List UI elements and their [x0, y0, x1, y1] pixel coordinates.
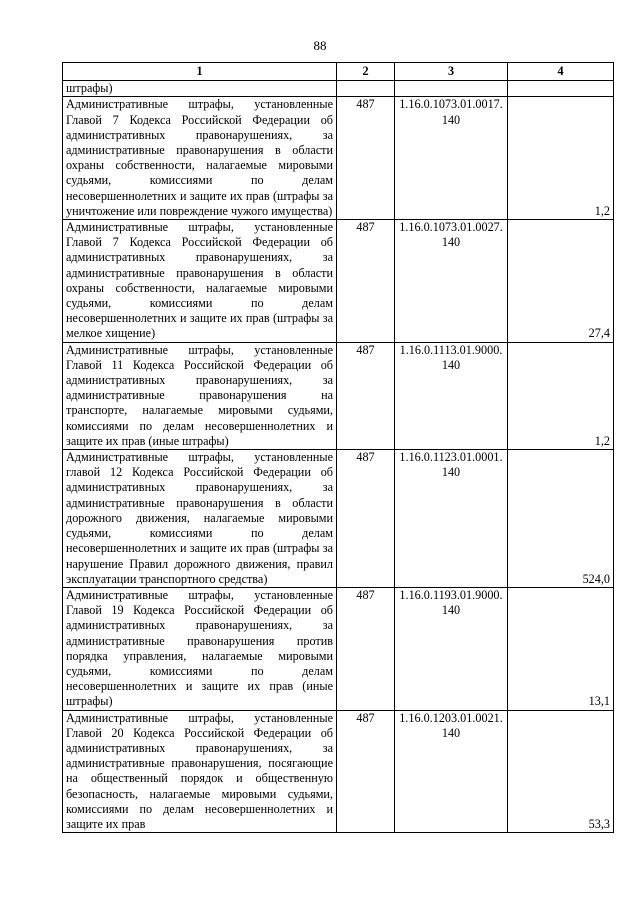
row-kbk: 1.16.0.1193.01.9000. 140 — [395, 587, 508, 710]
row-amount: 53,3 — [508, 710, 614, 833]
row-amount: 1,2 — [508, 342, 614, 449]
column-header: 2 — [337, 63, 395, 81]
budget-table — [62, 62, 614, 833]
row-admin-code: 487 — [337, 97, 395, 220]
row-admin-code: 487 — [337, 587, 395, 710]
table-row — [63, 450, 614, 588]
row-kbk: 1.16.0.1113.01.9000. 140 — [395, 342, 508, 449]
row-amount: 27,4 — [508, 220, 614, 343]
row-kbk: 1.16.0.1123.01.0001. 140 — [395, 450, 508, 588]
row-kbk: 1.16.0.1073.01.0027. 140 — [395, 220, 508, 343]
row-kbk: 1.16.0.1073.01.0017. 140 — [395, 97, 508, 220]
table-row — [63, 587, 614, 710]
row-admin-code: 487 — [337, 220, 395, 343]
row-description: Административные штрафы, установленные Главой 20 Кодекса Российской Федерации об административных правонарушениях, за административные правонарушения, посягающие на общественный порядок и общественную безопасность, налагаемые мировыми судьями, комиссиями по делам несовершеннолетних и защите их прав — [63, 710, 337, 833]
continuation-text: штрафы) — [63, 81, 337, 97]
table-row — [63, 342, 614, 449]
row-admin-code: 487 — [337, 450, 395, 588]
column-header: 3 — [395, 63, 508, 81]
row-description: Административные штрафы, установленные Главой 7 Кодекса Российской Федерации об административных правонарушениях, за административные правонарушения в области охраны собственности, налагаемые мировыми судьями, комиссиями по делам несовершеннолетних и защите их прав (штрафы за мелкое хищение) — [63, 220, 337, 343]
row-admin-code: 487 — [337, 342, 395, 449]
column-header: 1 — [63, 63, 337, 81]
table-row — [63, 220, 614, 343]
row-amount: 13,1 — [508, 587, 614, 710]
table-row — [63, 710, 614, 833]
row-kbk: 1.16.0.1203.01.0021. 140 — [395, 710, 508, 833]
row-description: Административные штрафы, установленные главой 12 Кодекса Российской Федерации об административных правонарушениях, за административные правонарушения в области дорожного движения, налагаемые мировыми судьями, комиссиями по делам несовершеннолетних и защите их прав (штрафы за нарушение Правил дорожного движения, правил эксплуатации транспортного средства) — [63, 450, 337, 588]
row-description: Административные штрафы, установленные Главой 19 Кодекса Российской Федерации об административных правонарушениях, за административные правонарушения против порядка управления, налагаемые мировыми судьями, комиссиями по делам несовершеннолетних и защите их прав (иные штрафы) — [63, 587, 337, 710]
header-row — [63, 63, 614, 81]
row-admin-code: 487 — [337, 710, 395, 833]
column-header: 4 — [508, 63, 614, 81]
table-row — [63, 97, 614, 220]
row-description: Административные штрафы, установленные Главой 7 Кодекса Российской Федерации об административных правонарушениях, за административные правонарушения в области охраны собственности, налагаемые мировыми судьями, комиссиями по делам несовершеннолетних и защите их прав (штрафы за уничтожение или повреждение чужого имущества) — [63, 97, 337, 220]
row-amount: 1,2 — [508, 97, 614, 220]
row-description: Административные штрафы, установленные Главой 11 Кодекса Российской Федерации об административных правонарушениях, за административные правонарушения на транспорте, налагаемые мировыми судьями, комиссиями по делам несовершеннолетних и защите их прав (иные штрафы) — [63, 342, 337, 449]
row-amount: 524,0 — [508, 450, 614, 588]
continuation-row — [63, 81, 614, 97]
page-number: 88 — [313, 38, 327, 53]
